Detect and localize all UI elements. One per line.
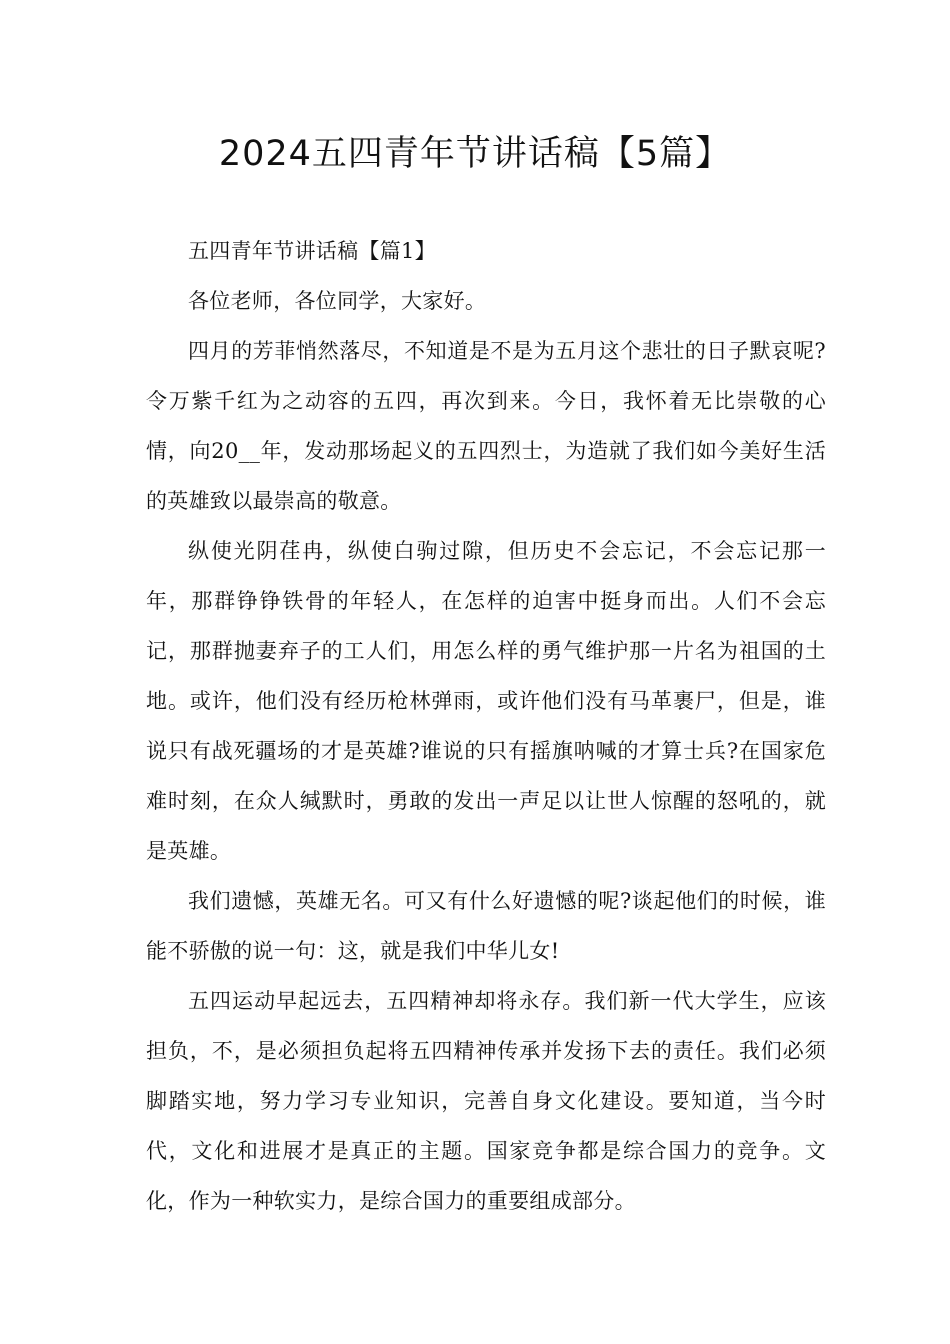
paragraph: 纵使光阴荏冉，纵使白驹过隙，但历史不会忘记，不会忘记那一年，那群铮铮铁骨的年轻人，在怎样的迫害中挺身而出。人们不会忘记，那群抛妻弃子的工人们，用怎么样的勇气维护那一片名为祖国的土地。或许，他们没有经历枪林弹雨，或许他们没有马革裹尸，但是，谁说只有战死疆场的才是英雄?谁说的只有摇旗呐喊的才算士兵?在国家危难时刻，在众人缄默时，勇敢的发出一声足以让世人惊醒的怒吼的，就是英雄。 [146,539,826,863]
paragraph: 四月的芳菲悄然落尽，不知道是不是为五月这个悲壮的日子默哀呢?令万紫千红为之动容的五四，再次到来。今日，我怀着无比崇敬的心情，向20__年，发动那场起义的五四烈士，为造就了我们如今美好生活的英雄致以最崇高的敬意。 [146,339,826,513]
paragraph: 我们遗憾，英雄无名。可又有什么好遗憾的呢?谈起他们的时候，谁能不骄傲的说一句：这，就是我们中华儿女! [146,889,826,963]
paragraph: 五四运动早起远去，五四精神却将永存。我们新一代大学生，应该担负，不，是必须担负起将五四精神传承并发扬下去的责任。我们必须脚踏实地，努力学习专业知识，完善自身文化建设。要知道，当今时代，文化和进展才是真正的主题。国家竞争都是综合国力的竞争。文化，作为一种软实力，是综合国力的重要组成部分。 [146,989,826,1213]
paragraph-greeting: 各位老师，各位同学，大家好。 [188,289,487,313]
document-title: 2024五四青年节讲话稿【5篇】 [218,134,732,174]
document-body [146,226,826,1226]
section-heading: 五四青年节讲话稿【篇1】 [188,239,436,263]
